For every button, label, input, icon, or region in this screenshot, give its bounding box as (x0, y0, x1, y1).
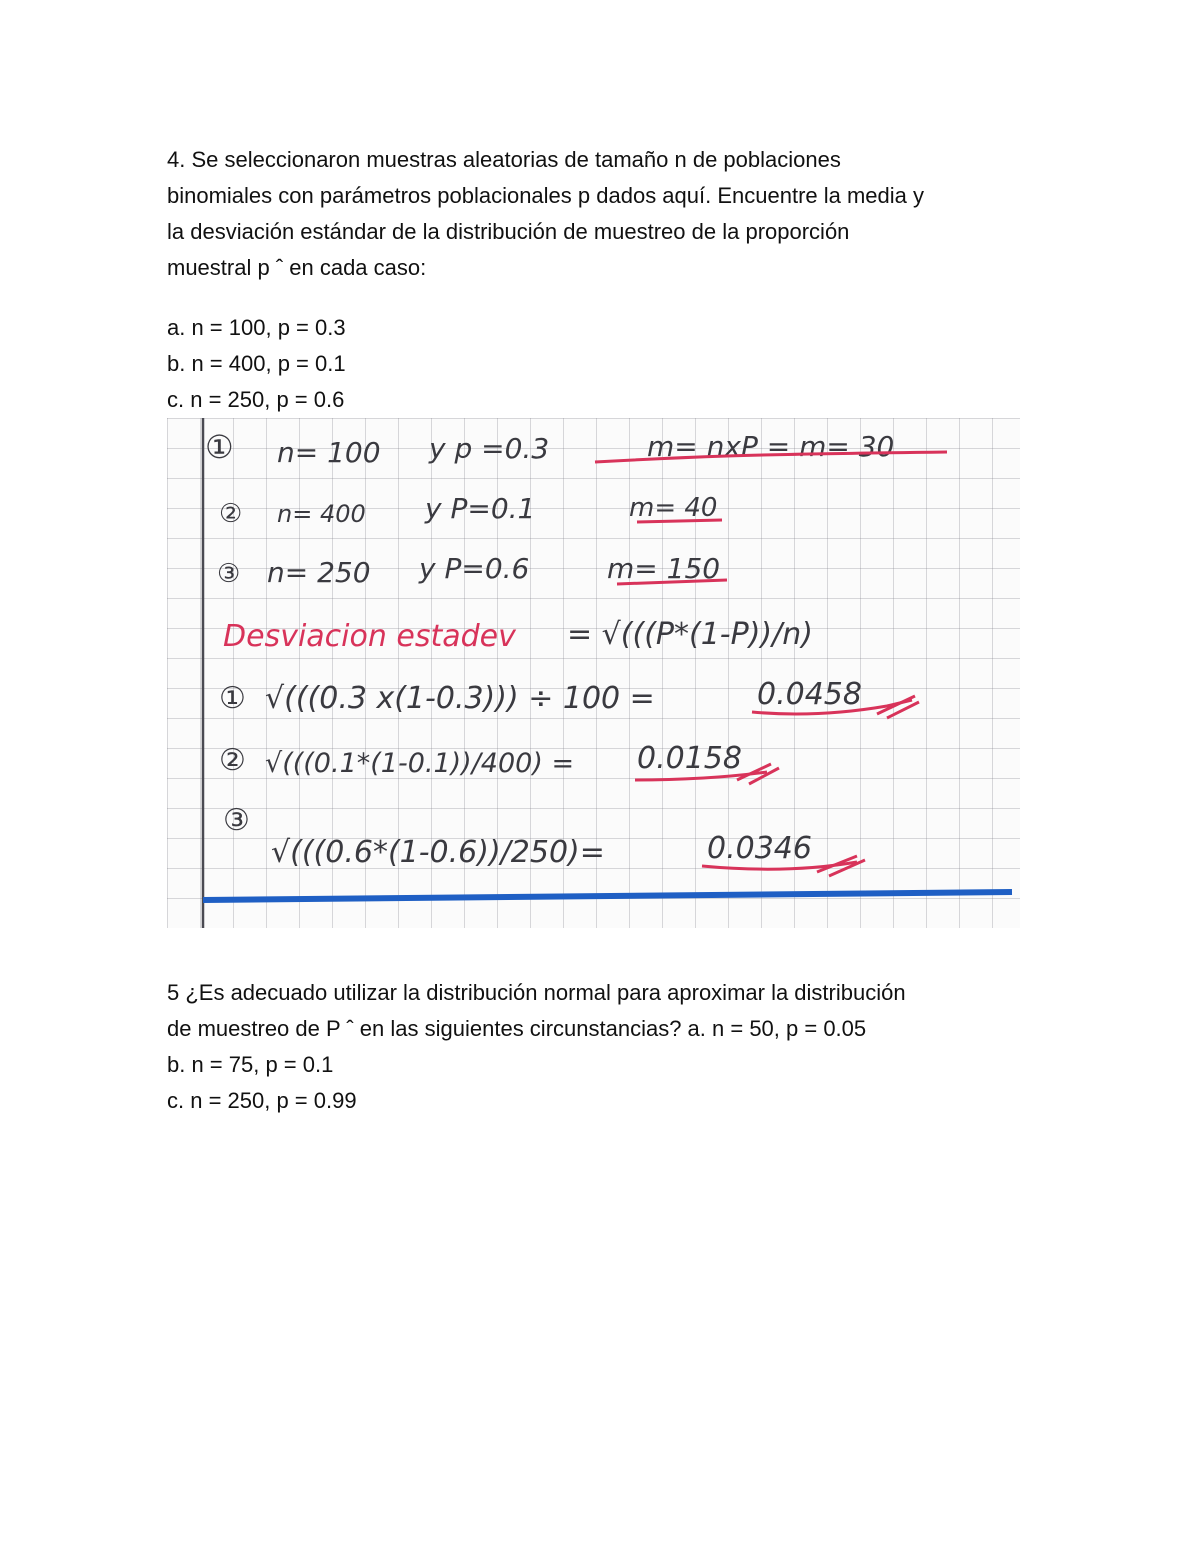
question-5-option-b: b. n = 75, p = 0.1 (167, 1052, 334, 1077)
row3-number: ③ (217, 559, 241, 589)
row2-n: n= 400 (277, 500, 366, 528)
question-4-line: la desviación estándar de la distribución de muestreo de la proporción (167, 219, 850, 244)
question-4-line: 4. Se seleccionaron muestras aleatorias de tamaño n de poblaciones (167, 147, 841, 172)
deviation-formula: = √(((P*(1-P))/n) (567, 617, 813, 652)
row1-p: y p =0.3 (429, 432, 550, 465)
question-5-option-c: c. n = 250, p = 0.99 (167, 1088, 357, 1113)
question-4-line: binomiales con parámetros poblacionales p dados aquí. Encuentre la media y (167, 183, 925, 208)
option-c: c. n = 250, p = 0.6 (167, 387, 345, 412)
calc3-result: 0.0346 (707, 831, 812, 866)
handwritten-notes (167, 418, 1020, 928)
row2-m: m= 40 (629, 493, 718, 523)
handwritten-solution-image (167, 418, 1020, 928)
calc3-number: ③ (223, 803, 250, 838)
question-5-line: de muestreo de P ˆ en las siguientes circunstancias? a. n = 50, p = 0.05 (167, 1016, 867, 1041)
row3-p: y P=0.6 (419, 552, 530, 585)
question-4 (167, 142, 1067, 286)
option-a: a. n = 100, p = 0.3 (167, 315, 346, 340)
calc1-result: 0.0458 (757, 677, 862, 712)
option-b: b. n = 400, p = 0.1 (167, 351, 346, 376)
row2-p: y P=0.1 (425, 492, 536, 525)
question-5 (167, 975, 1067, 1119)
deviation-label: Desviacion estadev (223, 619, 516, 654)
calc1-expression: √(((0.3 x(1-0.3))) ÷ 100 = (265, 681, 655, 716)
row3-n: n= 250 (267, 556, 371, 589)
question-5-line: 5 ¿Es adecuado utilizar la distribución normal para aproximar la distribución (167, 980, 906, 1005)
calc3-expression: √(((0.6*(1-0.6))/250)= (271, 835, 605, 870)
row1-n: n= 100 (277, 436, 381, 469)
calc2-result: 0.0158 (637, 741, 742, 776)
calc1-number: ① (219, 681, 246, 716)
question-4-line: muestral p ˆ en cada caso: (167, 255, 427, 280)
row2-m-underline (637, 520, 722, 522)
calc2-number: ② (219, 743, 246, 778)
row1-m: m= nxP = m= 30 (647, 430, 895, 463)
row1-number: ① (205, 428, 234, 466)
row3-m: m= 150 (607, 552, 721, 585)
calc2-expression: √(((0.1*(1-0.1))/400) = (265, 748, 575, 779)
blue-underline (203, 892, 1012, 900)
question-4-options (167, 310, 1067, 418)
row2-number: ② (219, 499, 243, 529)
